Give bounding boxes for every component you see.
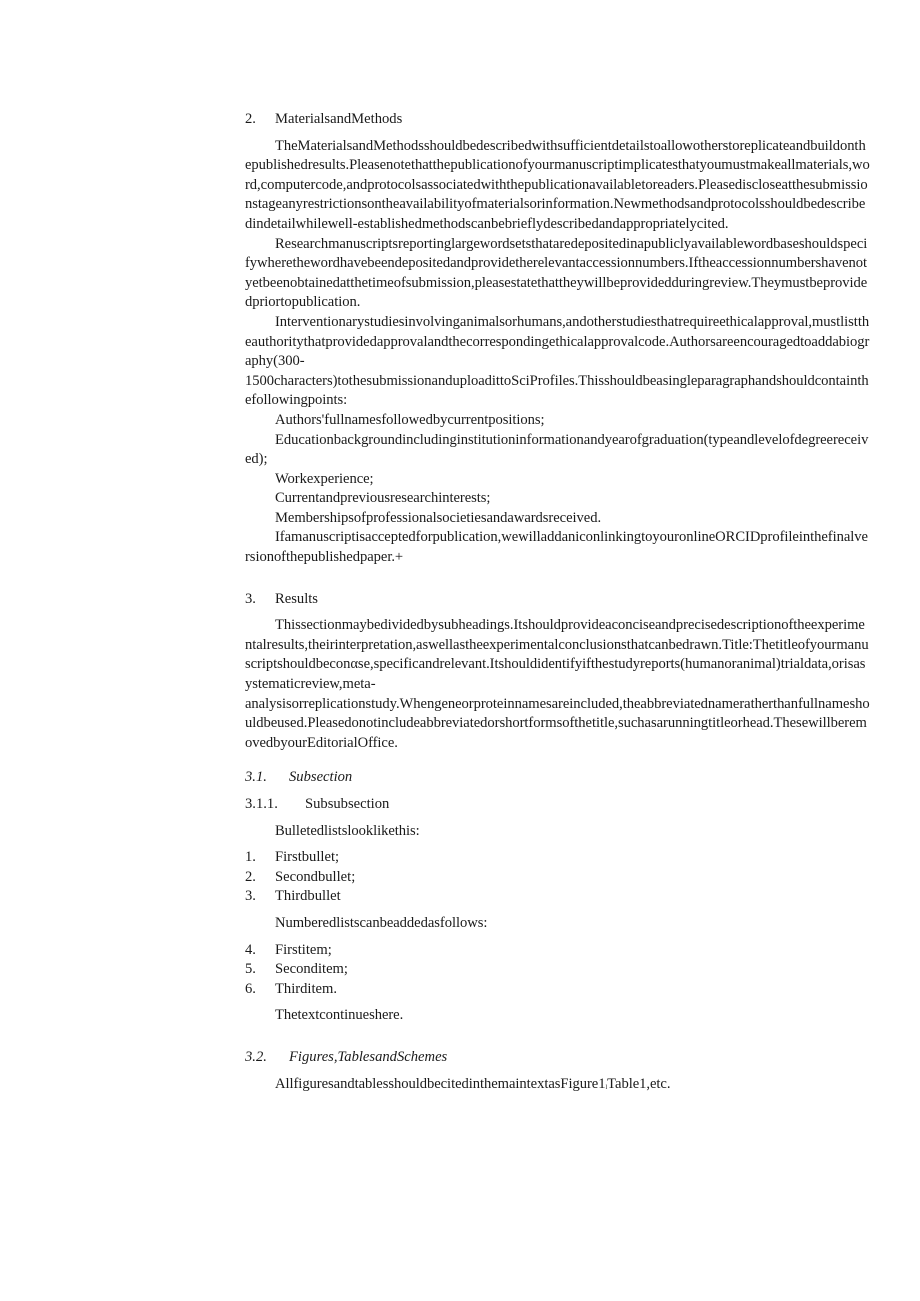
spacer [245, 130, 871, 137]
subsection-title: Subsection [289, 769, 353, 786]
list-item [245, 941, 871, 961]
document-content [245, 110, 871, 1099]
section-heading-results [245, 590, 871, 610]
list-item [245, 960, 871, 980]
section-number: 3. [245, 590, 256, 607]
bio-point: Educationbackgroundincludinginstitutioninformationandyearofgraduation(typeandlevelofdegreereceived); [245, 431, 869, 468]
list-item-label: Thirditem. [275, 980, 338, 997]
list-item-number: 4. [245, 941, 256, 958]
subsection-title: Figures,TablesandSchemes [289, 1048, 448, 1065]
list-item-label: Firstbullet; [275, 849, 340, 866]
subsubsection-title: Subsubsection [305, 796, 390, 812]
spacer [245, 815, 871, 822]
numbered-list-intro: Numberedlistscanbeaddedasfollows: [275, 914, 488, 931]
closing-text: Thetextcontinueshere. [275, 1007, 404, 1024]
spacer [245, 753, 871, 768]
subsection-heading-subsection [245, 768, 871, 788]
paragraph: Ifamanuscriptisacceptedforpublication,wewilladdaniconlinkingtoyouronlineORCIDprofileinthefinalversionofthepublishedpaper.+ [245, 529, 868, 566]
spacer [245, 788, 871, 795]
list-item-number: 6. [245, 980, 256, 997]
list-item-label: Thirdbullet [275, 888, 341, 905]
list-item [245, 868, 871, 888]
paragraph: Interventionarystudiesinvolvinganimalsorhumans,andotherstudiesthatrequireethicalapproval,mustlisttheauthoritythatprovidedapprovalandthecorrespondingethicalapprovalcode.Authorsareencouragedtoaddabiography(300-1500characters)tothesubmissionanduploadittoSciProfiles.Thisshouldbeasingleparagraphandshouldcontainthefollowingpoints: [245, 313, 870, 409]
list-item-label: Secondbullet; [275, 868, 356, 885]
bio-point: Workexperience; [275, 470, 374, 487]
bio-point: Authors'fullnamesfollowedbycurrentpositions; [275, 411, 545, 428]
spacer [245, 1026, 871, 1048]
figure-reference-subscript: ˡ [605, 1083, 608, 1095]
spacer [245, 609, 871, 616]
list-item-number: 5. [245, 961, 256, 978]
section-number: 2. [245, 111, 256, 127]
subsubsection-heading-subsubsection [245, 795, 871, 815]
spacer [245, 1068, 871, 1075]
spacer [245, 568, 871, 590]
list-item-label: Seconditem; [275, 961, 348, 978]
figures-body-suffix: Table1,etc. [607, 1075, 671, 1092]
spacer [245, 999, 871, 1006]
subsubsection-number: 3.1.1. [245, 796, 278, 812]
list-item-label: Firstitem; [275, 941, 332, 958]
list-item [245, 848, 871, 868]
paragraph: Researchmanuscriptsreportinglargewordsetsthataredepositedinapubliclyavailablewordbaseshouldspecifywherethewordhavebeendepositedandprovidetherelevantaccessionnumbers.Iftheaccessionnumbershavenotyetbeenobtainedatthetimeofsubmission,pleasestatethattheywillbeprovidedduringreview.Theymustbeprovidedpriortopublication. [245, 235, 868, 311]
spacer [245, 907, 871, 914]
list-item-number: 2. [245, 868, 256, 885]
bio-point: Currentandpreviousresearchinterests; [275, 490, 491, 507]
subsection-number: 3.2. [245, 1048, 267, 1065]
spacer [245, 841, 871, 848]
figures-body-text [245, 1075, 871, 1100]
list-item [245, 980, 871, 1000]
section-heading-materials-and-methods [245, 110, 871, 130]
list-item-number: 1. [245, 849, 256, 866]
bio-point: Membershipsofprofessionalsocietiesandawardsreceived. [275, 509, 602, 526]
paragraph: TheMaterialsandMethodsshouldbedescribedwithsufficientdetailstoallowotherstoreplicateandbuildonthepublishedresults.Pleasenotethatthepublicationofyourmanuscriptimplicatesthatyoumustmakeallmaterials,word,computercode,andprotocolsassociatedwiththepublicationavailabletoreaders.Pleasediscloseatthesubmissionstageanyrestrictionsontheavailabilityofmaterialsorinformation.Newmethodsandprotocolsshouldbedescribedindetailwhilewell-establishedmethodscanbebrieflydescribedandappropriatelycited. [245, 137, 870, 232]
bulleted-list-intro: Bulletedlistslooklikethis: [275, 822, 420, 839]
list-item [245, 887, 871, 907]
subsection-number: 3.1. [245, 769, 267, 786]
figures-body-prefix: Allfiguresandtablesshouldbecitedinthemaintextas [275, 1075, 561, 1092]
section-title: Results [275, 590, 318, 607]
figure-reference: Figure1 [560, 1075, 606, 1092]
list-item-number: 3. [245, 888, 256, 905]
section-title: MaterialsandMethods [275, 111, 403, 127]
spacer [245, 934, 871, 941]
subsection-heading-figures-tables-schemes [245, 1048, 871, 1068]
paragraph: Thissectionmaybedividedbysubheadings.Itshouldprovideaconciseandprecisedescriptionoftheexperimentalresults,theirinterpretation,aswellastheexperimentalconclusionsthatcanbedrawn.Title:Thetitleofyourmanuscriptshouldbeconαse,specificandrelevant.Itshouldidentifyifthestudyreports(humanoranimal)trialdata,orisasystematicreview,meta-analysisorreplicationstudy.Whengeneorproteinnamesareincluded,theabbreviatednameratherthanfullnameshouldbeused.Pleasedonotincludeabbreviatedorshortformsofthetitle,suchasarunningtitleorhead.ThesewillberemovedbyourEditorialOffice. [245, 617, 870, 751]
